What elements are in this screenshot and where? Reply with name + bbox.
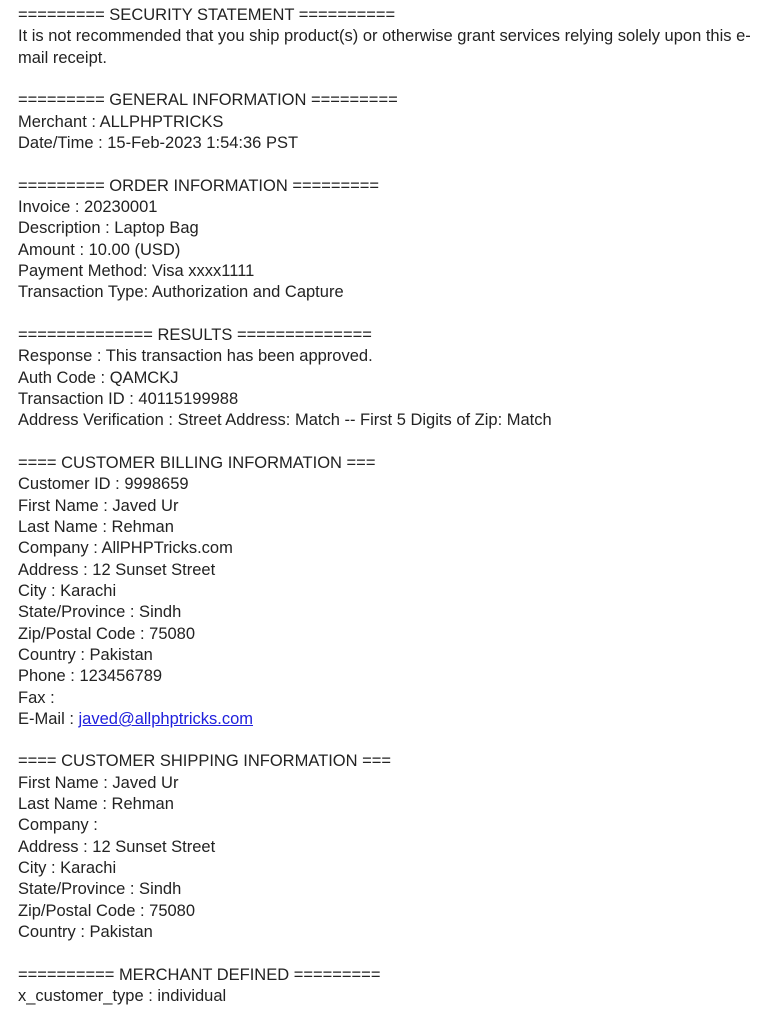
shipping-address-line: Address : 12 Sunset Street [18, 837, 216, 856]
order-information-heading: ========= ORDER INFORMATION ========= [18, 176, 380, 195]
email-label: E-Mail : [18, 709, 79, 728]
shipping-company-line: Company : [18, 816, 98, 835]
shipping-city-line: City : Karachi [18, 859, 117, 878]
invoice-line: Invoice : 20230001 [18, 197, 158, 216]
transaction-id-line: Transaction ID : 40115199988 [18, 389, 239, 408]
billing-first-name-line: First Name : Javed Ur [18, 496, 179, 515]
merchant-defined-heading: ========== MERCHANT DEFINED ========= [18, 965, 381, 984]
general-information-heading: ========= GENERAL INFORMATION ========= [18, 91, 398, 110]
payment-method-line: Payment Method: Visa xxxx1111 [18, 261, 255, 280]
billing-zip-line: Zip/Postal Code : 75080 [18, 624, 196, 643]
billing-state-line: State/Province : Sindh [18, 603, 182, 622]
billing-company-line: Company : AllPHPTricks.com [18, 539, 233, 558]
shipping-last-name-line: Last Name : Rehman [18, 795, 174, 814]
general-information-section [18, 90, 754, 154]
results-heading: ============== RESULTS ============== [18, 325, 372, 344]
order-information-section [18, 176, 754, 304]
address-verification-line: Address Verification : Street Address: Match -- First 5 Digits of Zip: Match [18, 411, 552, 430]
billing-fax-line: Fax : [18, 688, 55, 707]
security-statement-heading: ========= SECURITY STATEMENT ========== [18, 6, 396, 24]
customer-shipping-section [18, 751, 754, 943]
customer-shipping-heading: ==== CUSTOMER SHIPPING INFORMATION === [18, 752, 392, 771]
billing-country-line: Country : Pakistan [18, 645, 153, 664]
auth-code-line: Auth Code : QAMCKJ [18, 368, 179, 387]
billing-address-line: Address : 12 Sunset Street [18, 560, 216, 579]
shipping-state-line: State/Province : Sindh [18, 880, 182, 899]
description-line: Description : Laptop Bag [18, 219, 199, 238]
customer-billing-section [18, 453, 754, 730]
transaction-type-line: Transaction Type: Authorization and Capture [18, 283, 344, 302]
shipping-zip-line: Zip/Postal Code : 75080 [18, 901, 196, 920]
merchant-line: Merchant : ALLPHPTRICKS [18, 112, 224, 131]
email-link[interactable]: javed@allphptricks.com [78, 709, 253, 728]
billing-city-line: City : Karachi [18, 581, 117, 600]
security-statement-section [18, 5, 754, 69]
shipping-first-name-line: First Name : Javed Ur [18, 773, 179, 792]
datetime-line: Date/Time : 15-Feb-2023 1:54:36 PST [18, 133, 299, 152]
security-statement-body: It is not recommended that you ship product(s) or otherwise grant services relying solely upon this e-mail receipt. [18, 27, 751, 67]
merchant-defined-section [18, 965, 754, 1008]
response-line: Response : This transaction has been approved. [18, 347, 373, 366]
billing-customer-id-line: Customer ID : 9998659 [18, 475, 189, 494]
billing-phone-line: Phone : 123456789 [18, 667, 163, 686]
amount-line: Amount : 10.00 (USD) [18, 240, 181, 259]
shipping-country-line: Country : Pakistan [18, 923, 153, 942]
customer-type-line: x_customer_type : individual [18, 987, 227, 1006]
billing-last-name-line: Last Name : Rehman [18, 517, 174, 536]
billing-email-line [18, 709, 754, 730]
customer-billing-heading: ==== CUSTOMER BILLING INFORMATION === [18, 453, 376, 472]
results-section [18, 325, 754, 432]
